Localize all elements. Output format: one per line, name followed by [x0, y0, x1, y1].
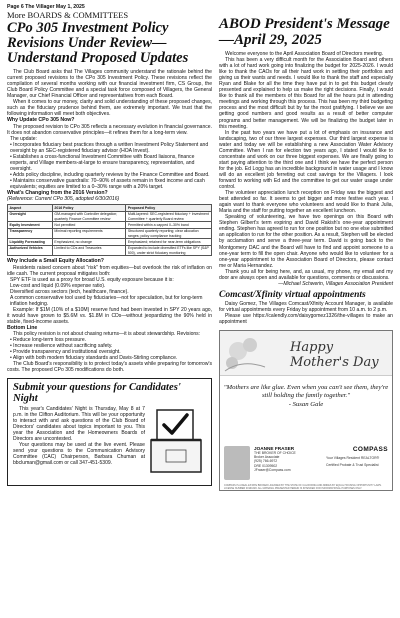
policy-comparison-table	[7, 204, 212, 256]
table-cell: Emphasized; retained for near-term obligations	[126, 239, 212, 245]
agent-photo	[224, 446, 250, 480]
candidates-night-box	[7, 378, 212, 486]
article-paragraph: The proposed revision to CPo 305 reflects a necessary evolution in financial governance. It does not abandon conservative principles—it refines them for a long-term view.	[7, 123, 212, 136]
table-cell: Limited to CDs and Treasuries	[52, 245, 125, 256]
table-cell: Transparency	[8, 228, 53, 239]
candidates-night-paragraph: This year's Candidates' Night is Thursday, May 8 at 7 p.m. in the Clifton Auditorium. This will be your opportunity to interact with and ask questions of the Club Board of Directors' candidates about topics important to you. This year the Association and the Homeowners Boards of Directors are uncontested.	[13, 405, 145, 442]
table-cell: Minimal reporting requirements	[52, 228, 125, 239]
agent-line: (925) 766-6972	[254, 459, 278, 464]
table-cell: Not permitted	[52, 222, 125, 228]
table-header-2016: 2016 Policy	[52, 205, 125, 211]
bullet: • Establishes a cross-functional Investment Committee with Board liaisons, finance experts, and Village members-at-large to ensure transparency, representation, and oversight.	[10, 153, 195, 172]
table-cell: Structured quarterly reporting; clear allocation ranges; policy compliance tracking	[126, 228, 212, 239]
president-signature: —Michael Schwerin, Villages Association President	[278, 280, 393, 287]
running-head: Page 6 The Villager May 1, 2025	[7, 4, 85, 10]
table-header-proposed: Proposed Policy	[126, 205, 212, 211]
bullet: • Adds policy discipline, including quarterly reviews by the Finance Committee and Board.	[10, 171, 210, 178]
ad-quote: "Mothers are like glue. Even when you can't see them, they're still holding the family together."	[223, 384, 389, 399]
agent-line: THE BROKER OF CHOICE	[254, 451, 296, 456]
ballot-box-icon	[149, 406, 203, 476]
table-header-aspect: Aspect	[8, 205, 53, 211]
table-cell: Oversight	[8, 211, 53, 222]
president-message-title: ABOD President's Message—April 29, 2025	[219, 16, 390, 48]
brand-logo: COMPASS	[352, 446, 388, 454]
agent-name: JOANNE FRASER	[254, 446, 295, 452]
section-title: More BOARDS & COMMITTEES	[7, 10, 129, 20]
table-row	[8, 245, 212, 256]
president-paragraph: In the past two years we have put a lot of emphasis on insurance and landscaping, two of our three largest expenses. Our third largest expense is water and today we will be establishing a new Association Water Advisory Committee. When I ran for election two years ago, I stated I would like to concentrate and work on our three biggest expenses. We are finally going to start paying attention to the third one and I think we have the perfect person for the job. Ed Logg has an incredible background in water usage and I know will do an excellent job ferreting out cost savings for the Villagers. I look forward to working with Ed and the committee to get our water usage under control.	[219, 129, 393, 191]
table-row	[8, 211, 212, 222]
president-paragraph: This has been a very difficult month for the Association Board and others with a lot of hard work going into finalizing the budget for 2025-2026. I would like to thank the CAOs for all their hard work in settling their portfolios and giving us their wants and needs. I would like to thank the staff and especially Ryan and Blake for all the time they have put in to get this budget clearly presented and explained to help us make the right decisions. Finally, I would like to thank all the members of this Board for all the hours put in attending meetings and working through this process. This has been my third budgeting process and the most difficult but by far the most gratifying. I believe we are getting good numbers and good results as a result of better computer programs and better management. We will be finalizing the budget later in this meeting.	[219, 57, 393, 130]
article-paragraph: Example: If $1M (10% of a $10M) reserve fund had been invested in SPY 20 years ago, it would have grown to $5.6M vs. $1.8M in CDs—without jeopardizing the 90% held in stable, fixed-income assets.	[7, 306, 212, 325]
subheading-why-update: Why Update CPo 305 Now?	[7, 117, 75, 124]
table-cell: Equity Investment	[8, 222, 53, 228]
brand-line: Your Villages Resident REALTOR®	[326, 456, 380, 461]
ad-legal-text: COMPASS IS A REAL ESTATE BROKER LICENSED BY THE STATE OF CALIFORNIA AND ABIDES BY EQUAL HOUSING OPPORTUNITY LAWS. LICENSE NUMBER 01991628. ALL MATERIAL PRESENTED HEREIN IS INTENDED FOR INFORMATIONAL PURPOSES ONLY.	[224, 484, 382, 491]
bullet: • Reduce long-term loss pressure.	[10, 337, 87, 344]
left-column	[7, 20, 212, 491]
comcast-title: Comcast/Xfinity virtual appointments	[219, 289, 366, 300]
article-paragraph: This policy revision is not about chasing returns—it is about stewardship. Revisions:	[13, 331, 201, 338]
risk-line: Diversified across sectors (tech, healthcare, finance).	[10, 288, 129, 295]
table-cell: Multi-layered: SEC-registered fiduciary + Investment Committee + quarterly Board review	[126, 211, 212, 222]
subheading-changes: What's Changing from the 2016 Version?	[7, 190, 108, 197]
bullet: • Incorporates fiduciary best practices through a written Investment Policy Statement and oversight by an SEC-registered fiduciary advisor (HOA Invest).	[10, 141, 209, 154]
candidates-night-title: Submit your questions for Candidates' Night	[13, 381, 181, 404]
table-cell: Expanded to include diversified ETFs like SPY (S&P 500), under strict fiduciary monitoring	[126, 245, 212, 256]
table-cell: GM-managed with Controller delegation; quarterly Finance Committee review	[52, 211, 125, 222]
table-row	[8, 228, 212, 239]
table-cell: Authorized Vehicles	[8, 245, 53, 256]
president-paragraph: Speaking of volunteering, we have two openings on this Board with Stephen Gilbert's term expiring and David Rakish's one-year appointment ending. Stephen has agreed to run for one position but no one else submitted an application to run for the other position. As a result, Stephen will be elected by acclamation and serve a three-year term. David is going back to the Montgomery DAC and the Board will have to find and appoint someone to a one-year term to fill the open chair. Anyone who would like to volunteer for a one-year appointment to the Association Board of Directors, please contact me or Maria Hernandez.	[219, 214, 393, 269]
ad-script-title: Happy Mother's Day	[290, 340, 379, 371]
table-cell: Liquidity Forecasting	[8, 239, 53, 245]
risk-line: Low-cost and liquid (0.09% expense ratio).	[10, 282, 106, 289]
candidates-night-paragraph: Your questions may be used at the live event. Please send your questions to the Communication Advisory Committee (CAC) Chairperson, Barbara Chuman at bbcluman@gmail.com or call 347-451-5309.	[13, 442, 145, 467]
article-paragraph: The Club Board asks that The Villages community understand the rationale behind the current proposed revisions to the CPo 305 Investment Policy. These revisions reflect the compilation of several months working with our financial investment firm, CS Group, the Club Board Policy Committee and a special task force composed of Villagers, the General Manager, our Chief Financial Officer and representatives from each Board.	[7, 69, 212, 100]
agent-line: JFraser@Compass.com	[254, 467, 291, 472]
table-cell: Emphasized, no change	[52, 239, 125, 245]
flower-icon	[220, 331, 280, 375]
article-title: CPo 305 Investment Policy Revisions Under Review—Understand Proposed Updates	[7, 20, 189, 66]
reference-note: (Reference: Current CPo 305, adopted 6/30/2016)	[7, 196, 120, 203]
brand-line: Certified Probate & Trust Specialist	[326, 463, 379, 468]
article-paragraph: The Club Board's responsibility is to protect today's assets while preparing for tomorrow's costs. The proposed CPo 305 modifications do both.	[7, 361, 212, 374]
right-column	[219, 16, 393, 491]
president-paragraph: Welcome everyone to the April Association Board of Directors meeting.	[225, 51, 384, 57]
bullet: • Align with both modern fiduciary standards and Davis-Stirling compliance.	[10, 355, 178, 362]
agent-line: Broker Associate	[254, 455, 280, 460]
risk-line: A common conservative tool used by fiduciaries—not for speculation, but for long-term inflation hedging.	[10, 294, 203, 307]
bullet: • Increase resilience without sacrificing safety.	[10, 343, 113, 350]
president-paragraph: Thank you all for being here, and, as usual, my phone, my email and my door are always open and available for questions, comments or discussions.	[219, 268, 393, 281]
risk-line: SPY ETF is used as a proxy for broad U.S. equity exposure because it is:	[10, 276, 174, 283]
president-paragraph: The volunteer appreciation lunch reception on Friday was the biggest and best attended so far. It seems to get bigger and more festive each year. I again want to thank everyone who volunteers and would like to thank Julia, Maria and the staff for putting together an excellent luncheon.	[219, 190, 393, 215]
bullet: • Provide transparency and institutional oversight.	[10, 349, 121, 356]
mothers-day-ad	[219, 330, 393, 491]
table-cell: Permitted within a capped 0–30% band	[126, 222, 212, 228]
article-paragraph: Residents raised concern about "risk" from equities—but overlook the risk of inflation on idle cash. The current proposal mitigates both:	[7, 264, 212, 277]
ad-quote-author: - Susan Gale	[288, 400, 324, 408]
article-paragraph: When it comes to our money, clarity and solid understanding of these proposed changes, such as the fiduciary prudence behind them, are extremely important. We trust that the following information will meet both objectives.	[7, 99, 212, 118]
ad-banner	[220, 331, 392, 376]
subheading-bottom-line: Bottom Line	[7, 324, 38, 331]
bullet: • Maintains conservative guardrails: 70–90% of assets remain in fixed income and cash equivalents; equities are limited to a 0–30% range with a 20% target.	[10, 178, 205, 191]
update-label: The update:	[10, 135, 37, 142]
comcast-paragraph: Daisy Gomez, The Villages Comcast/Xfinity Account Manager, is available for virtual appointments every Friday by appointment from 10 a.m. to 2 p.m.	[219, 300, 393, 313]
agent-line: DRE 01309502	[254, 463, 278, 468]
comcast-paragraph: Please use https://calendly.com/daisygomez1326/the-villages to make an appointment	[219, 312, 393, 325]
subheading-small-equity: Why Include a Small Equity Allocation?	[7, 258, 104, 265]
ad-footer	[224, 446, 388, 486]
